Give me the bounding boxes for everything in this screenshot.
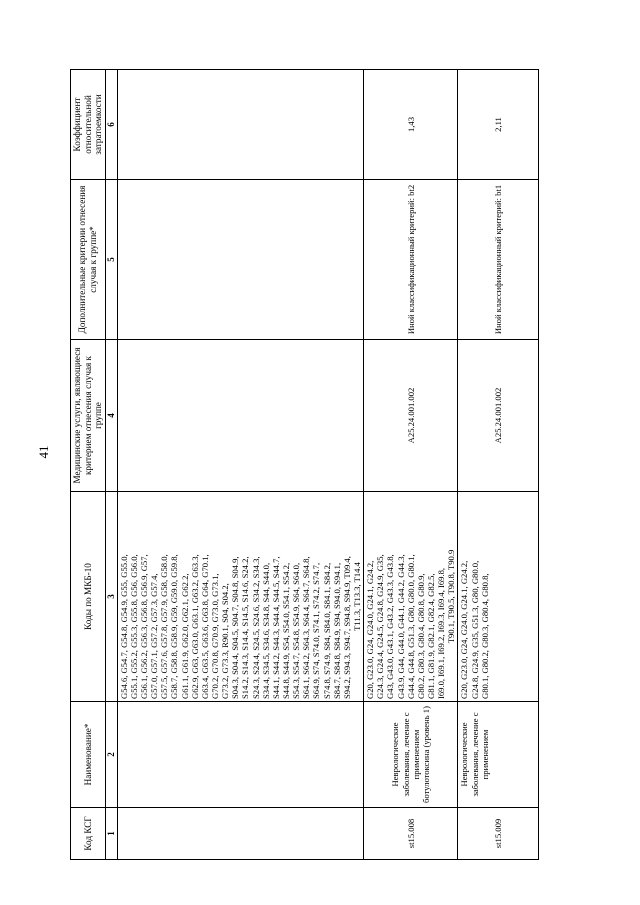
- column-number: 5: [105, 180, 117, 340]
- ksg-code: st15.009: [458, 808, 539, 860]
- column-number: 3: [105, 492, 117, 702]
- code-line: S44.1, S44.2, S44.3, S44.4, S44.5, S44.7,: [270, 556, 281, 699]
- code-line: S54.3, S54.7, S54.8, S54.9, S64, S64.0,: [291, 562, 302, 699]
- column-number-row: [105, 70, 117, 860]
- code-line: G61.1, G61.9, G62.0, G62.1, G62.2,: [179, 573, 190, 699]
- header-icd-codes: Коды по МКБ-10: [71, 492, 106, 702]
- additional-criteria: Иной классификационный критерий: bt2: [364, 180, 458, 340]
- column-number: 6: [105, 70, 117, 180]
- code-line: G63.4, G63.5, G63.6, G63.8, G64, G70.1,: [199, 554, 210, 699]
- code-line: S24.3, S24.4, S24.5, S24.6, S34.2, S34.3,: [250, 556, 261, 699]
- code-line: G43, G43.0, G43.1, G43.2, G43.3, G43.8,: [385, 554, 396, 699]
- code-line: S74.8, S74.9, S84, S84.0, S84.1, S84.2,: [321, 562, 332, 699]
- code-line: G57.5, G57.6, G57.8, G57.9, G58, G58.0,: [159, 554, 170, 699]
- code-line: S94.2, S94.3, S94.7, S94.8, S94.9, T09.4,: [341, 556, 352, 699]
- cost-coefficient: 2,11: [458, 70, 539, 180]
- cost-coefficient: 1,43: [364, 70, 458, 180]
- header-code: Код КСГ: [71, 808, 106, 860]
- header-coefficient: Коэффициент относительной затратоемкости: [71, 70, 106, 180]
- code-line: G57.0, G57.1, G57.2, G57.3, G57.4,: [149, 573, 160, 699]
- code-line: S64.9, S74, S74.0, S74.1, S74.2, S74.7,: [311, 562, 322, 699]
- code-line: S64.1, S64.2, S64.3, S64.4, S64.7, S64.8,: [301, 556, 312, 699]
- cell-service: [117, 340, 363, 492]
- code-line: T11.3, T13.3, T14.4: [351, 562, 362, 631]
- code-line: G80.2, G80.3, G80.4, G80.8, G80.9,: [415, 573, 426, 699]
- cell-code: [117, 808, 363, 860]
- code-line: S34.4, S34.5, S34.6, S34.8, S44, S44.0,: [260, 562, 271, 699]
- code-line: T90.1, T90.5, T90.8, T90.9: [446, 549, 457, 644]
- code-line: G80.1, G80.2, G80.3, G80.4, G80.8,: [479, 573, 490, 699]
- code-line: G20, G23.0, G24, G24.0, G24.1, G24.2,: [459, 560, 470, 699]
- medical-service: A25.24.001.002: [364, 340, 458, 492]
- code-line: I69.0, I69.1, I69.2, I69.3, I69.4, I69.8,: [436, 567, 447, 699]
- code-line: G56.1, G56.2, G56.3, G56.8, G56.9, G57,: [139, 554, 150, 699]
- code-line: G44.4, G44.8, G51.3, G80, G80.0, G80.1,: [405, 554, 416, 699]
- cell-icd-codes: [364, 492, 458, 702]
- cell-name: [117, 702, 363, 808]
- column-number: 4: [105, 340, 117, 492]
- ksg-name-text: Неврологические заболевания, лечение с применением: [459, 712, 490, 797]
- code-line: G55.1, G55.2, G55.3, G55.8, G56, G56.0,: [128, 554, 139, 699]
- rotated-table-container: [70, 70, 590, 860]
- header-services: Медицинские услуги, являющиеся критерием отнесения случая к группе: [71, 340, 106, 492]
- additional-criteria: Иной классификационный критерий: bt1: [458, 180, 539, 340]
- table-row-continuation: [117, 70, 363, 860]
- code-line: S44.8, S44.9, S54, S54.0, S54.1, S54.2,: [280, 562, 291, 699]
- code-line: G24.3, G24.4, G24.5, G24.8, G24.9, G35,: [375, 554, 386, 699]
- code-line: G70.2, G70.8, G70.9, G73.0, G73.1,: [210, 573, 220, 699]
- cell-icd-codes: [458, 492, 539, 702]
- code-line: S04.3, S04.4, S04.5, S04.7, S04.8, S04.9,: [230, 556, 241, 699]
- column-number: 2: [105, 702, 117, 808]
- code-line: G20, G23.0, G24, G24.0, G24.1, G24.2,: [365, 560, 376, 699]
- code-line: G58.7, G58.8, G58.9, G59, G59.0, G59.8,: [169, 554, 180, 699]
- code-line: G43.9, G44, G44.0, G44.1, G44.2, G44.3,: [395, 554, 406, 699]
- medical-service: A25.24.001.002: [458, 340, 539, 492]
- header-name: Наименование*: [71, 702, 106, 808]
- code-line: G54.6, G54.7, G54.8, G54.9, G55, G55.0,: [118, 554, 129, 699]
- code-line: G24.8, G24.9, G35, G51.3, G80, G80.0,: [469, 560, 480, 699]
- page-number: 41: [36, 445, 51, 459]
- table-row: [458, 70, 539, 860]
- table-row: [364, 70, 458, 860]
- ksg-name: Неврологические заболевания, лечение с применением ботулотоксина (уровень 1): [364, 702, 458, 808]
- ksg-code: st15.008: [364, 808, 458, 860]
- cell-coefficient: [117, 70, 363, 180]
- ksg-name: [458, 702, 539, 808]
- code-line: G62.9, G63, G63.0, G63.1, G63.2, G63.3,: [189, 554, 200, 699]
- header-row: [71, 70, 106, 860]
- cell-criteria: [117, 180, 363, 340]
- header-criteria: Дополнительные критерии отнесения случая к группе*: [71, 180, 106, 340]
- code-line: G73.2, G73.3, R90.1, S04, S04.2,: [220, 583, 231, 699]
- ksg-table: [70, 69, 539, 860]
- code-line: S84.7, S84.8, S84.9, S94, S94.0, S94.1,: [331, 562, 342, 699]
- cell-icd-codes: [117, 492, 363, 702]
- column-number: 1: [105, 808, 117, 860]
- code-line: S14.2, S14.3, S14.4, S14.5, S14.6, S24.2,: [240, 556, 251, 699]
- code-line: G81.1, G81.9, G82.1, G82.4, G82.5,: [425, 573, 436, 699]
